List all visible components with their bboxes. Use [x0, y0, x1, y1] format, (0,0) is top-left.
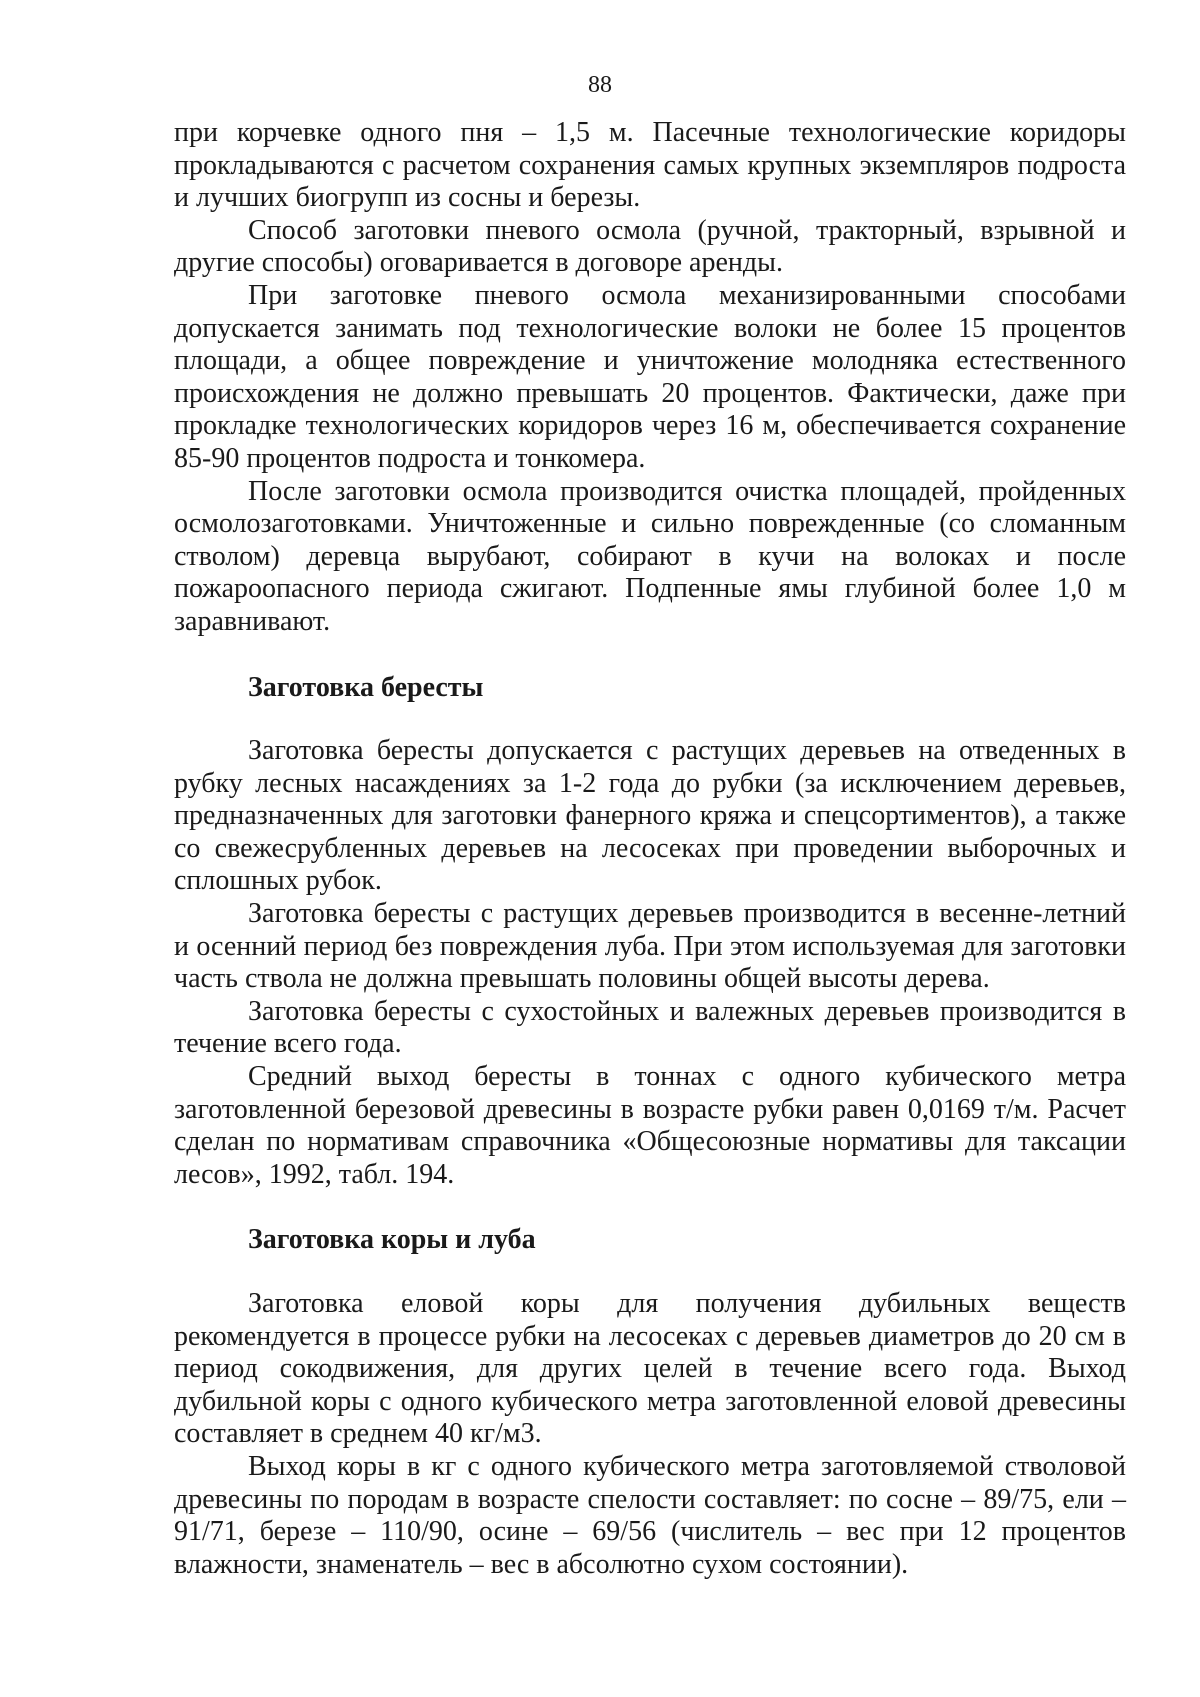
paragraph: Способ заготовки пневого осмола (ручной, тракторный, взрывной и другие способы) оговаривается в договоре аренды. — [174, 214, 1126, 279]
paragraph: Заготовка бересты с растущих деревьев производится в весенне-летний и осенний период без повреждения луба. При этом используемая для заготовки часть ствола не должна превышать половины общей высоты дерева. — [174, 898, 1126, 995]
section-heading-bark-and-bast: Заготовка коры и луба — [248, 1224, 536, 1256]
page-number: 88 — [588, 72, 612, 98]
paragraph: Заготовка бересты с сухостойных и валежных деревьев производится в течение всего года. — [174, 995, 1126, 1060]
paragraph: Выход коры в кг с одного кубического метра заготовляемой стволовой древесины по породам в возрасте спелости составляет: по сосне – 89/75, ели – 91/71, березе – 110/90, осине – 69/56 (числитель – вес при 12 процентов влажности, знаменатель – вес в абсолютно сухом состоянии). — [174, 1450, 1126, 1580]
section-heading-birch-bark: Заготовка бересты — [248, 671, 484, 703]
paragraph: Заготовка бересты допускается с растущих деревьев на отведенных в рубку лесных насаждениях за 1-2 года до рубки (за исключением деревьев, предназначенных для заготовки фанерного кряжа и спецсортиментов), а также со свежесрубленных деревьев на лесосеках при проведении выборочных и сплошных рубок. — [174, 735, 1126, 897]
body-text — [174, 117, 1126, 1581]
paragraph: Средний выход бересты в тоннах с одного кубического метра заготовленной березовой древесины в возрасте рубки равен 0,0169 т/м. Расчет сделан по нормативам справочника «Общесоюзные нормативы для таксации лесов», 1992, табл. 194. — [174, 1061, 1126, 1190]
paragraph: При заготовке пневого осмола механизированными способами допускается занимать под технологические волоки не более 15 процентов площади, а общее повреждение и уничтожение молодняка естественного происхождения не должно превышать 20 процентов. Фактически, даже при прокладке технологических коридоров через 16 м, обеспечивается сохранение 85-90 процентов подроста и тонкомера. — [174, 279, 1126, 474]
paragraph: После заготовки осмола производится очистка площадей, пройденных осмолозаготовками. Уничтоженные и сильно поврежденные (со сломанным стволом) деревца вырубают, собирают в кучи на волоках и после пожароопасного периода сжигают. Подпенные ямы глубиной более 1,0 м заравнивают. — [174, 475, 1126, 637]
paragraph-continuation: при корчевке одного пня – 1,5 м. Пасечные технологические коридоры прокладываются с расчетом сохранения самых крупных экземпляров подроста и лучших биогрупп из сосны и березы. — [174, 117, 1126, 214]
paragraph: Заготовка еловой коры для получения дубильных веществ рекомендуется в процессе рубки на лесосеках с деревьев диаметров до 20 см в период сокодвижения, для других целей в течение всего года. Выход дубильной коры с одного кубического метра заготовленной еловой древесины составляет в среднем 40 кг/м3. — [174, 1288, 1126, 1450]
